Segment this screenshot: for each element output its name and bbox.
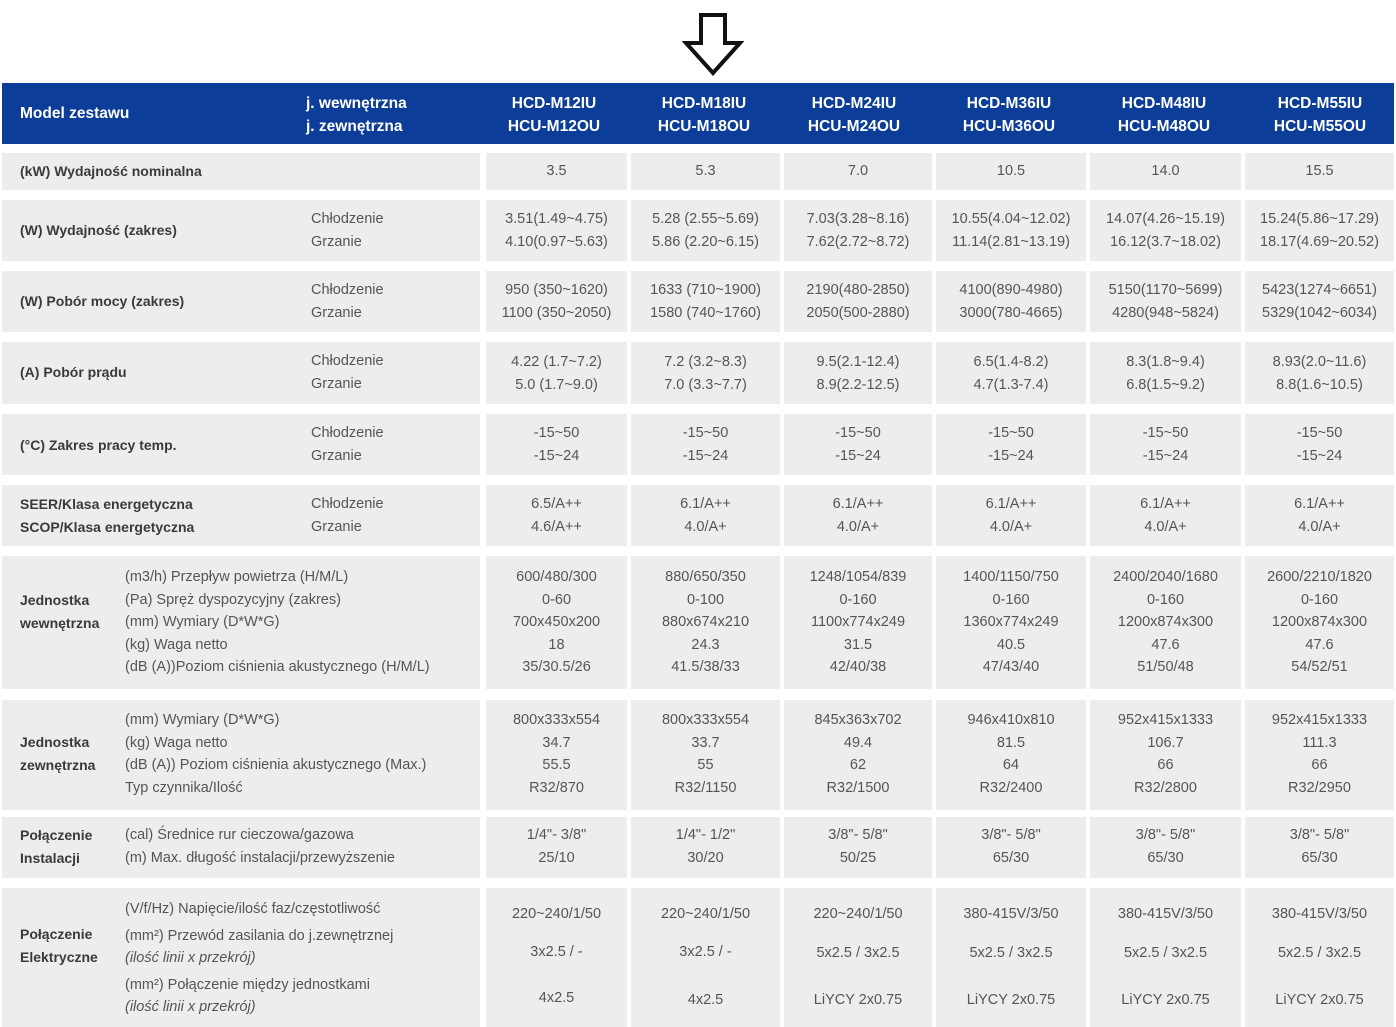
row-label: (W) Pobór mocy (zakres) bbox=[20, 293, 185, 309]
value-cell: 220~240/1/50 3x2.5 / - 4x2.5 bbox=[631, 888, 780, 1027]
table-row bbox=[2, 485, 1394, 546]
value-cell: 3/8"- 5/8" 65/30 bbox=[1245, 817, 1394, 878]
model-column-header bbox=[1245, 92, 1395, 138]
value-cell: 8.93(2.0~11.6) 8.8(1.6~10.5) bbox=[1245, 342, 1394, 404]
outdoor-model-name: HCU-M48OU bbox=[1117, 118, 1211, 135]
value-cell: 4.22 (1.7~7.2) 5.0 (1.7~9.0) bbox=[486, 342, 627, 404]
row-label-cell: Jednostka zewnętrzna (mm) Wymiary (D*W*G) (kg) Waga netto (dB (A)) Poziom ciśnienia akustycznego (Max.) Typ czynnika/Ilość bbox=[2, 700, 480, 810]
value-cell: 14.07(4.26~15.19) 16.12(3.7~18.02) bbox=[1090, 200, 1241, 261]
value-cell: -15~50 -15~24 bbox=[486, 414, 627, 475]
table-row bbox=[2, 700, 1394, 810]
value-cell: 1/4"- 1/2" 30/20 bbox=[631, 817, 780, 878]
value-cell: 7.2 (3.2~8.3) 7.0 (3.3~7.7) bbox=[631, 342, 780, 404]
table-row bbox=[2, 153, 1394, 190]
table-row bbox=[2, 888, 1394, 1027]
row-label: SEER/Klasa energetyczna SCOP/Klasa energetyczna bbox=[20, 496, 195, 535]
row-label-cell bbox=[2, 485, 480, 546]
value-cell: 220~240/1/50 5x2.5 / 3x2.5 LiYCY 2x0.75 bbox=[784, 888, 932, 1027]
value-cell: -15~50 -15~24 bbox=[936, 414, 1086, 475]
value-cell: 800x333x554 33.7 55 R32/1150 bbox=[631, 700, 780, 810]
value-cell: 6.5(1.4-8.2) 4.7(1.3-7.4) bbox=[936, 342, 1086, 404]
value-cell: 3.5 bbox=[486, 153, 627, 190]
value-cell: 380-415V/3/50 5x2.5 / 3x2.5 LiYCY 2x0.75 bbox=[936, 888, 1086, 1027]
indoor-model-name: HCD-M18IU bbox=[661, 95, 747, 112]
row-label: (kW) Wydajność nominalna bbox=[20, 163, 202, 179]
row-label: Jednostka wewnętrzna bbox=[20, 592, 100, 631]
row-label: (W) Wydajność (zakres) bbox=[20, 222, 177, 238]
outdoor-model-name: HCU-M55OU bbox=[1273, 118, 1367, 135]
value-cell: 6.5/A++ 4.6/A++ bbox=[486, 485, 627, 546]
table-row bbox=[2, 556, 1394, 689]
indoor-model-name: HCD-M55IU bbox=[1277, 95, 1363, 112]
value-cell: 5150(1170~5699) 4280(948~5824) bbox=[1090, 271, 1241, 332]
value-cell: 6.1/A++ 4.0/A+ bbox=[631, 485, 780, 546]
value-cell: 15.5 bbox=[1245, 153, 1394, 190]
table-row bbox=[2, 271, 1394, 332]
model-column-header bbox=[934, 92, 1084, 138]
value-cell: 3/8"- 5/8" 50/25 bbox=[784, 817, 932, 878]
row-label-cell bbox=[2, 200, 480, 261]
indoor-model-name: HCD-M36IU bbox=[966, 95, 1052, 112]
indoor-model-name: HCD-M24IU bbox=[811, 95, 897, 112]
row-label: Połączenie Instalacji bbox=[20, 827, 93, 866]
value-cell: 380-415V/3/50 5x2.5 / 3x2.5 LiYCY 2x0.75 bbox=[1245, 888, 1394, 1027]
value-cell: 6.1/A++ 4.0/A+ bbox=[784, 485, 932, 546]
value-cell: -15~50 -15~24 bbox=[1090, 414, 1241, 475]
mode-labels: Chłodzenie Grzanie bbox=[311, 353, 384, 392]
value-cell: 1400/1150/750 0-160 1360x774x249 40.5 47/43/40 bbox=[936, 556, 1086, 689]
mode-labels: Chłodzenie Grzanie bbox=[311, 282, 384, 321]
value-cell: 5423(1274~6651) 5329(1042~6034) bbox=[1245, 271, 1394, 332]
value-cell: 600/480/300 0-60 700x450x200 18 35/30.5/26 bbox=[486, 556, 627, 689]
value-cell: 880/650/350 0-100 880x674x210 24.3 41.5/38/33 bbox=[631, 556, 780, 689]
value-cell: 7.0 bbox=[784, 153, 932, 190]
row-label-cell bbox=[2, 414, 480, 475]
value-cell: 952x415x1333 111.3 66 R32/2950 bbox=[1245, 700, 1394, 810]
model-label: Model zestawu bbox=[20, 105, 130, 122]
value-cell: 952x415x1333 106.7 66 R32/2800 bbox=[1090, 700, 1241, 810]
mode-labels: Chłodzenie Grzanie bbox=[311, 211, 384, 250]
value-cell: 800x333x554 34.7 55.5 R32/870 bbox=[486, 700, 627, 810]
row-label: (°C) Zakres pracy temp. bbox=[20, 437, 177, 453]
unit-labels bbox=[306, 92, 407, 138]
value-cell: 845x363x702 49.4 62 R32/1500 bbox=[784, 700, 932, 810]
value-cell: 4100(890-4980) 3000(780-4665) bbox=[936, 271, 1086, 332]
value-cell: 10.5 bbox=[936, 153, 1086, 190]
value-cell: 1/4"- 3/8" 25/10 bbox=[486, 817, 627, 878]
value-cell: -15~50 -15~24 bbox=[1245, 414, 1394, 475]
value-cell: 9.5(2.1-12.4) 8.9(2.2-12.5) bbox=[784, 342, 932, 404]
value-cell: 2600/2210/1820 0-160 1200x874x300 47.6 54/52/51 bbox=[1245, 556, 1394, 689]
value-cell: -15~50 -15~24 bbox=[631, 414, 780, 475]
mode-labels: Chłodzenie Grzanie bbox=[311, 496, 384, 535]
outdoor-model-name: HCU-M24OU bbox=[807, 118, 901, 135]
indoor-model-name: HCD-M48IU bbox=[1121, 95, 1207, 112]
indoor-unit-label: j. wewnętrzna bbox=[306, 95, 407, 112]
value-cell: 6.1/A++ 4.0/A+ bbox=[936, 485, 1086, 546]
mode-labels: Chłodzenie Grzanie bbox=[311, 425, 384, 464]
value-cell: 1633 (710~1900) 1580 (740~1760) bbox=[631, 271, 780, 332]
value-cell: 380-415V/3/50 5x2.5 / 3x2.5 LiYCY 2x0.75 bbox=[1090, 888, 1241, 1027]
table-row bbox=[2, 817, 1394, 878]
table-row bbox=[2, 342, 1394, 404]
row-label-cell: Połączenie Instalacji (cal) Średnice rur cieczowa/gazowa (m) Max. długość instalacji/przewyższenie bbox=[2, 817, 480, 878]
table-header bbox=[2, 83, 1394, 144]
value-cell: 946x410x810 81.5 64 R32/2400 bbox=[936, 700, 1086, 810]
row-label: (A) Pobór prądu bbox=[20, 364, 127, 380]
value-cell: 1248/1054/839 0-160 1100x774x249 31.5 42/40/38 bbox=[784, 556, 932, 689]
value-cell: 3.51(1.49~4.75) 4.10(0.97~5.63) bbox=[486, 200, 627, 261]
value-cell: 2400/2040/1680 0-160 1200x874x300 47.6 51/50/48 bbox=[1090, 556, 1241, 689]
value-cell: 2190(480-2850) 2050(500-2880) bbox=[784, 271, 932, 332]
down-arrow-icon bbox=[682, 12, 744, 76]
row-label-cell: Połączenie Elektryczne (V/f/Hz) Napięcie/ilość faz/częstotliwość (mm²) Przewód zasilania do j.zewnętrznej (ilość linii x przekrój) (mm²) Połączenie między jednostkami (ilość linii x przekrój) bbox=[2, 888, 480, 1027]
value-cell: 10.55(4.04~12.02) 11.14(2.81~13.19) bbox=[936, 200, 1086, 261]
model-column-header bbox=[1089, 92, 1239, 138]
value-cell: 220~240/1/50 3x2.5 / - 4x2.5 bbox=[486, 888, 627, 1027]
value-cell: 3/8"- 5/8" 65/30 bbox=[1090, 817, 1241, 878]
value-cell: 8.3(1.8~9.4) 6.8(1.5~9.2) bbox=[1090, 342, 1241, 404]
value-cell: 5.28 (2.55~5.69) 5.86 (2.20~6.15) bbox=[631, 200, 780, 261]
model-column-header bbox=[629, 92, 779, 138]
indoor-model-name: HCD-M12IU bbox=[511, 95, 597, 112]
value-cell: 5.3 bbox=[631, 153, 780, 190]
row-label: Połączenie Elektryczne bbox=[20, 926, 98, 965]
value-cell: -15~50 -15~24 bbox=[784, 414, 932, 475]
row-label: Jednostka zewnętrzna bbox=[20, 734, 96, 773]
outdoor-model-name: HCU-M12OU bbox=[507, 118, 601, 135]
value-cell: 15.24(5.86~17.29) 18.17(4.69~20.52) bbox=[1245, 200, 1394, 261]
row-label-cell bbox=[2, 271, 480, 332]
model-column-header bbox=[779, 92, 929, 138]
outdoor-model-name: HCU-M36OU bbox=[962, 118, 1056, 135]
row-label-cell bbox=[2, 153, 480, 190]
table-row bbox=[2, 200, 1394, 261]
value-cell: 3/8"- 5/8" 65/30 bbox=[936, 817, 1086, 878]
value-cell: 6.1/A++ 4.0/A+ bbox=[1245, 485, 1394, 546]
value-cell: 950 (350~1620) 1100 (350~2050) bbox=[486, 271, 627, 332]
table-row bbox=[2, 414, 1394, 475]
row-label-cell bbox=[2, 342, 480, 404]
value-cell: 14.0 bbox=[1090, 153, 1241, 190]
outdoor-unit-label: j. zewnętrzna bbox=[306, 118, 403, 135]
value-cell: 6.1/A++ 4.0/A+ bbox=[1090, 485, 1241, 546]
outdoor-model-name: HCU-M18OU bbox=[657, 118, 751, 135]
model-column-header bbox=[479, 92, 629, 138]
value-cell: 7.03(3.28~8.16) 7.62(2.72~8.72) bbox=[784, 200, 932, 261]
row-label-cell: Jednostka wewnętrzna (m3/h) Przepływ powietrza (H/M/L) (Pa) Spręż dyspozycyjny (zakres) (mm) Wymiary (D*W*G) (kg) Waga netto (dB (A))Poziom ciśnienia akustycznego (H/M/L) bbox=[2, 556, 480, 689]
